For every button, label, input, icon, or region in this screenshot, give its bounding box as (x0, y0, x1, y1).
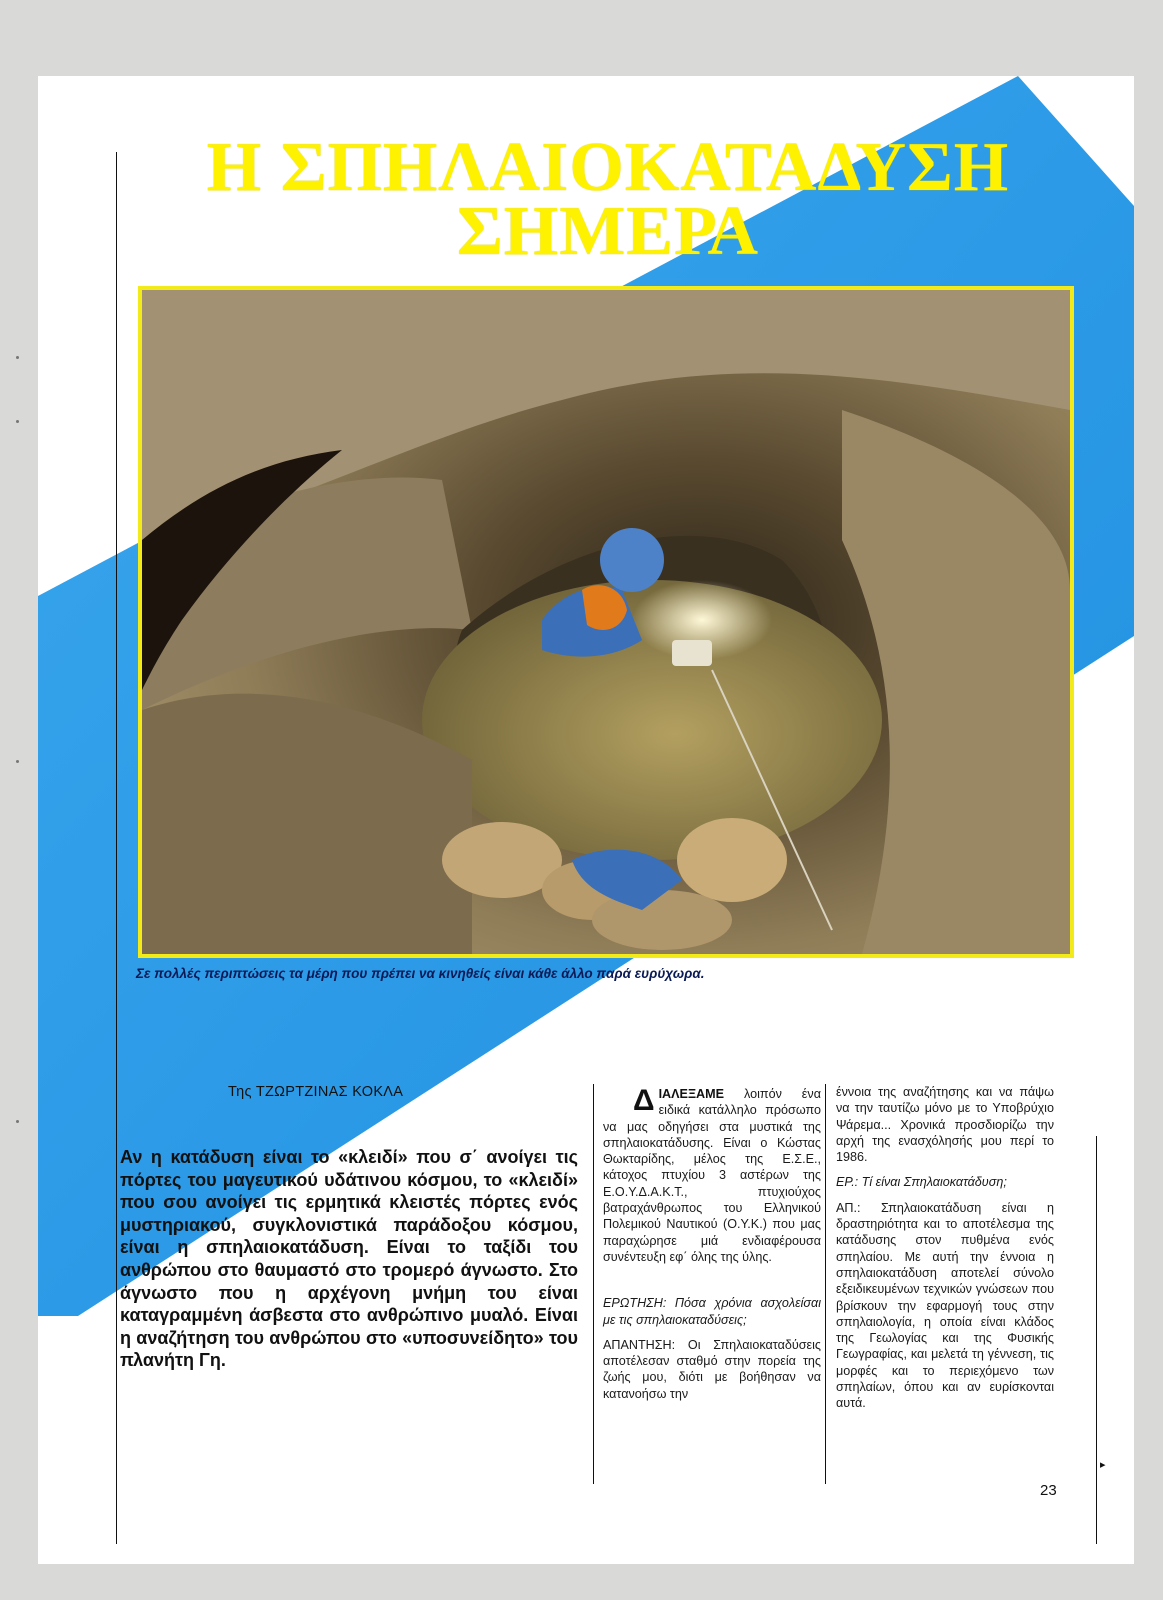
lead-in-word: ΙΑΛΕΞΑΜΕ (658, 1087, 725, 1101)
title-line-2: ΣΗΜΕΡΑ (457, 193, 759, 270)
left-rule (116, 152, 117, 1544)
cave-diver-photo (138, 286, 1074, 958)
magazine-page (38, 76, 1134, 1564)
interview-answer: ΑΠΑΝΤΗΣΗ: Οι Σπηλαιοκαταδύσεις αποτέλεσαν σταθμό στην πορεία της ζωής μου, διότι με βοήθησαν να κατανοήσω την (603, 1337, 821, 1401)
right-rule (1096, 1136, 1097, 1544)
page-number: 23 (1040, 1482, 1057, 1499)
photo-caption: Σε πολλές περιπτώσεις τα μέρη που πρέπει να κινηθείς είναι κάθε άλλο παρά ευρύχωρα. (136, 966, 705, 981)
author-byline: Της ΤΖΩΡΤΖΙΝΑΣ ΚΟΚΛΑ (228, 1084, 404, 1100)
body-column-2 (836, 1084, 1054, 1421)
column-rule (825, 1084, 826, 1484)
title-line-1: Η ΣΠΗΛΑΙΟΚΑΤΑΔΥΣΗ (206, 129, 1010, 206)
interview-question: ΕΡΩΤΗΣΗ: Πόσα χρόνια ασχολείσαι με τις σπηλαιοκαταδύσεις; (603, 1296, 821, 1327)
drop-cap: Δ (633, 1084, 655, 1117)
column-rule (593, 1084, 594, 1484)
lead-paragraph: Αν η κατάδυση είναι το «κλειδί» που σ΄ ανοίγει τις πόρτες του μαγευτικού υδάτινου κόσμου, το «κλειδί» που σου ανοίγει τις ερμητικά κλειστές πόρτες ενός μυστηριακού, συγκλονιστικά παράδοξου κόσμου, είναι η σπηλαιοκατάδυση. Είναι το ταξίδι του ανθρώπου στο θαυμαστό στο τρομερό άγνωστο. Στο άγνωστο που η αρχέγονη μνήμη του είναι καταγραμμένη άσβεστα στο ανθρώπινο μυαλό. Είναι η αναζήτηση του ανθρώπου στο «υποσυνείδητο» του πλανήτη Γη. (120, 1147, 578, 1371)
interview-answer: ΑΠ.: Σπηλαιοκατάδυση είναι η δραστηριότητα και το αποτέλεσμα της κατάδυσης στον πυθμένα ενός σπηλαίου. Με αυτή την έννοια η σπηλαιοκατάδυση αποτελεί σύνολο εξειδικευμένων τεχνικών γνώσεων που βρίσκουν την εφαρμογή τους στην σπηλαιολογία, η οποία είναι κλάδος της Γεωλογίας και της Φυσικής Γεωγραφίας, και μελετά τη γέννεση, τις μορφές και το περιεχόμενο των σπηλαίων, όπου και αν ευρίσκονται αυτά. (836, 1200, 1054, 1411)
intro-text: λοιπόν ένα ειδικά κατάλληλο πρόσωπο να μας οδηγήσει στα μυστικά της σπηλαιοκατάδυσης. Είναι ο Κώστας Θωκταρίδης, μέλος της Ε.Σ.Ε., κάτοχος πτυχίου 3 αστέρων της Ε.Ο.Υ.Δ.Α.Κ.Τ., πτυχιούχος βατραχάνθρωπος του Ελληνικού Πολεμικού Ναυτικού (Ο.Υ.Κ.) που μας παραχώρησε μιά ενδιαφέρουσα συνέντευξη εφ΄ όλης της ύλης. (603, 1087, 822, 1264)
photo-illustration (142, 290, 1070, 954)
interview-question: ΕΡ.: Τί είναι Σπηλαιοκατάδυση; (836, 1175, 1007, 1190)
continue-arrow-icon: ▸ (1100, 1459, 1106, 1471)
article-title (128, 129, 1088, 270)
continued-text: έννοια της αναζήτησης και να πάψω να την ταυτίζω μόνο με το Υποβρύχιο Ψάρεμα... Χρονικά προσδιορίζω την αρχή της ενασχόλησής μου περί το 1986. (836, 1085, 1054, 1165)
intro-paragraph (603, 1086, 821, 1265)
body-column-1 (603, 1086, 821, 1411)
